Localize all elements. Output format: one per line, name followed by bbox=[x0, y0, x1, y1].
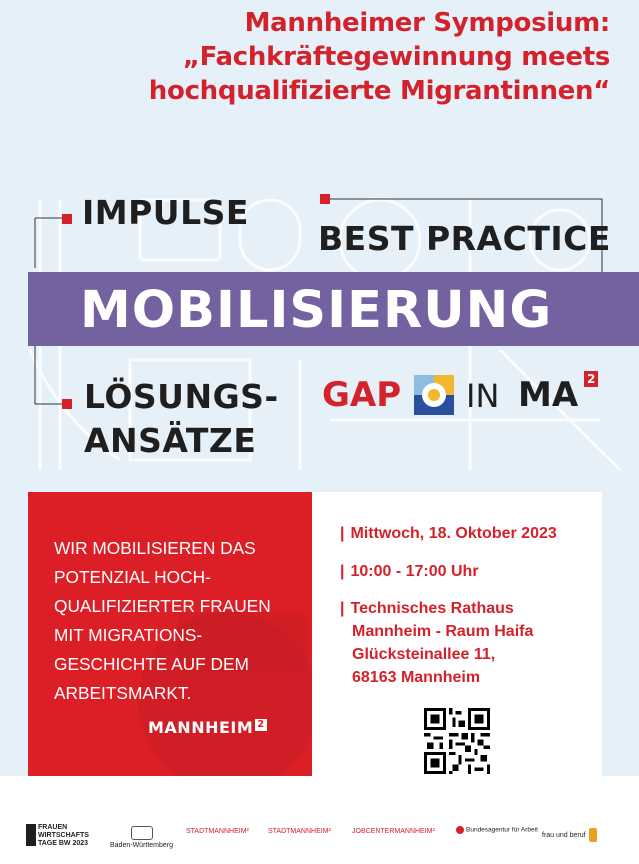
location-line: Technisches Rathaus bbox=[350, 600, 514, 617]
event-time-text: 10:00 - 17:00 Uhr bbox=[350, 563, 479, 580]
statement-text bbox=[54, 534, 271, 708]
footer-logo-bundesagentur: Bundesagentur für Arbeit bbox=[456, 826, 538, 834]
bar-marker: | bbox=[340, 525, 345, 542]
gap-circle-icon bbox=[414, 375, 454, 415]
footer-logo-baden-wuerttemberg: Baden-Württemberg bbox=[110, 826, 173, 849]
frau-und-beruf-icon bbox=[589, 828, 597, 842]
keyword-loesungsansaetze bbox=[84, 375, 279, 463]
title-line-2: „Fachkräftegewinnung meets bbox=[182, 42, 610, 72]
ma-text: MA bbox=[518, 375, 579, 415]
in-text: IN bbox=[466, 377, 500, 415]
footer-logo-frauenwirtschaftstage: FRAUEN WIRTSCHAFTS TAGE BW 2023 bbox=[26, 824, 89, 848]
symposium-title bbox=[0, 6, 610, 108]
footer-logo-stadtmannheim-2: STADTMANNHEIM² bbox=[268, 828, 331, 835]
ba-logo-icon bbox=[456, 826, 464, 834]
qr-code-icon[interactable] bbox=[424, 708, 490, 774]
keyword-best-practice: BEST PRACTICE bbox=[318, 219, 611, 258]
footer-logo-stadtmannheim-1: STADTMANNHEIM² bbox=[186, 828, 249, 835]
loesungs-line-1: LÖSUNGS- bbox=[84, 377, 279, 416]
coat-of-arms-icon bbox=[131, 826, 153, 840]
location-line: Mannheim - Raum Haifa bbox=[352, 623, 534, 640]
statement-line: POTENZIAL HOCH- bbox=[54, 567, 211, 587]
event-date-text: Mittwoch, 18. Oktober 2023 bbox=[350, 525, 557, 542]
keyword-mobilisierung: MOBILISIERUNG bbox=[80, 281, 553, 340]
f-mark-icon bbox=[26, 824, 36, 846]
statement-line: QUALIFIZIERTER FRAUEN bbox=[54, 596, 271, 616]
event-location bbox=[340, 597, 533, 689]
red-square-marker bbox=[62, 214, 72, 224]
statement-line: MIT MIGRATIONS- bbox=[54, 625, 203, 645]
red-square-marker bbox=[320, 194, 330, 204]
location-line: 68163 Mannheim bbox=[352, 669, 481, 686]
title-line-1: Mannheimer Symposium: bbox=[244, 8, 610, 38]
title-line-3: hochqualifizierte Migrantinnen“ bbox=[148, 76, 610, 106]
mannheim-logo bbox=[148, 718, 267, 737]
location-line: Glücksteinallee 11, bbox=[352, 646, 496, 663]
footer-logo-jobcenter: JOBCENTERMANNHEIM² bbox=[352, 828, 435, 835]
red-square-marker bbox=[62, 399, 72, 409]
event-date bbox=[340, 522, 557, 545]
event-time bbox=[340, 560, 479, 583]
mannheim-logo-sup: 2 bbox=[257, 719, 265, 730]
footer-logo-frau-und-beruf: frau und beruf bbox=[542, 828, 597, 842]
statement-line: WIR MOBILISIEREN DAS bbox=[54, 538, 256, 558]
bar-marker: | bbox=[340, 563, 345, 580]
loesungs-line-2: ANSÄTZE bbox=[84, 421, 257, 460]
statement-line: ARBEITSMARKT. bbox=[54, 683, 192, 703]
ma-superscript: 2 bbox=[584, 371, 598, 387]
keyword-impulse: IMPULSE bbox=[82, 193, 249, 232]
mannheim-logo-text: MANNHEIM bbox=[148, 718, 254, 737]
statement-line: GESCHICHTE AUF DEM bbox=[54, 654, 249, 674]
gap-text: GAP bbox=[322, 375, 402, 415]
bar-marker: | bbox=[340, 600, 345, 617]
